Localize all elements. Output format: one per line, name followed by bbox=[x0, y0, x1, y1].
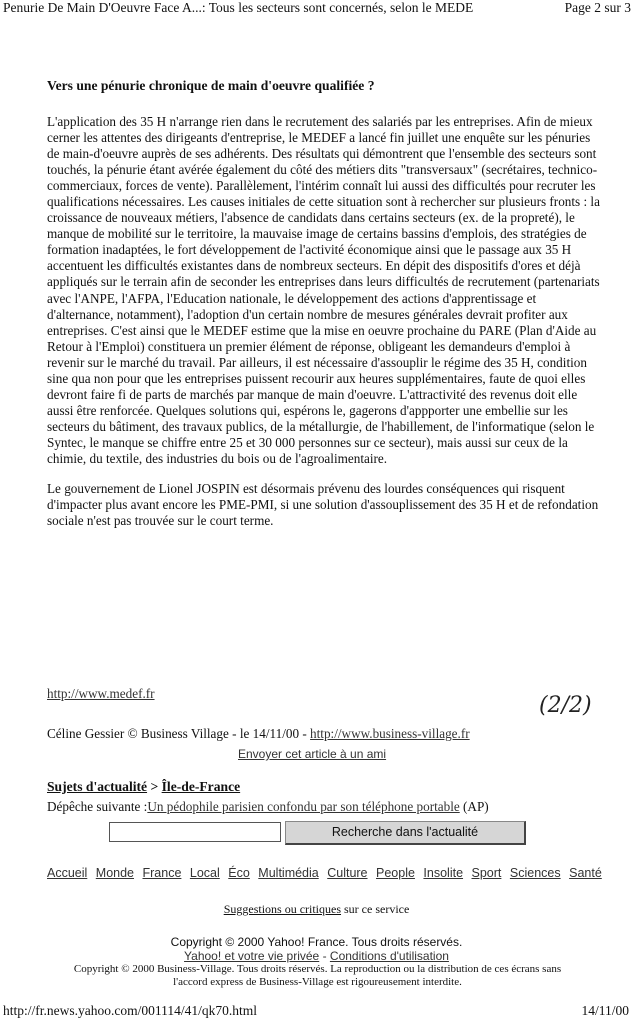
legal-links bbox=[0, 949, 633, 963]
suggestions-link[interactable]: Suggestions ou critiques bbox=[223, 902, 342, 916]
send-to-friend-link[interactable]: Envoyer cet article à un ami bbox=[238, 747, 387, 761]
search-input[interactable] bbox=[109, 822, 281, 842]
nav-link[interactable]: Culture bbox=[327, 866, 368, 880]
nav-link[interactable]: People bbox=[376, 866, 415, 880]
article-body bbox=[47, 114, 602, 529]
section-nav bbox=[47, 866, 607, 880]
nav-link[interactable]: France bbox=[142, 866, 182, 880]
handwritten-page-note: (2/2) bbox=[539, 693, 592, 718]
next-dispatch bbox=[47, 799, 489, 815]
suggestions-line bbox=[0, 902, 633, 917]
legal-separator: - bbox=[319, 949, 330, 963]
nav-link[interactable]: Santé bbox=[569, 866, 602, 880]
conditions-link[interactable]: Conditions d'utilisation bbox=[329, 949, 449, 963]
nav-link[interactable]: Accueil bbox=[47, 866, 88, 880]
nav-link[interactable]: Sciences bbox=[509, 866, 561, 880]
next-dispatch-link[interactable]: Un pédophile parisien confondu par son téléphone portable bbox=[147, 799, 460, 814]
suggestions-suffix: sur ce service bbox=[341, 902, 410, 916]
privacy-link[interactable]: Yahoo! et votre vie privée bbox=[184, 949, 320, 963]
print-header-title: Penurie De Main D'Oeuvre Face A...: Tous les secteurs sont concernés, selon le MEDE bbox=[3, 0, 474, 15]
print-footer-date: 14/11/00 bbox=[581, 1003, 629, 1018]
article-paragraph: Le gouvernement de Lionel JOSPIN est désormais prévenu des lourdes conséquences qui risquent d'impacter plus avant encore les PME-PMI, si une solution d'assouplissement des 35 H et de refondation sociale n'est pas trouvée sur le court terme. bbox=[47, 481, 599, 529]
breadcrumb-region-link[interactable]: Île-de-France bbox=[161, 779, 241, 794]
credit-text: Céline Gessier © Business Village - le 14/11/00 - bbox=[47, 726, 311, 741]
search-news-button[interactable]: Recherche dans l'actualité bbox=[285, 821, 526, 845]
yahoo-copyright: Copyright © 2000 Yahoo! France. Tous droits réservés. bbox=[170, 935, 463, 949]
medef-source-link[interactable]: http://www.medef.fr bbox=[47, 686, 155, 701]
next-dispatch-source: (AP) bbox=[459, 799, 489, 814]
business-village-link[interactable]: http://www.business-village.fr bbox=[310, 726, 470, 741]
print-footer bbox=[0, 1003, 633, 1021]
breadcrumb-category-link[interactable]: Sujets d'actualité bbox=[47, 779, 148, 794]
print-header bbox=[0, 0, 633, 18]
breadcrumb-separator: > bbox=[150, 779, 159, 794]
print-header-page: Page 2 sur 3 bbox=[564, 0, 631, 15]
next-dispatch-label: Dépêche suivante : bbox=[47, 799, 148, 814]
nav-link[interactable]: Sport bbox=[471, 866, 502, 880]
article-heading: Vers une pénurie chronique de main d'oeuvre qualifiée ? bbox=[47, 78, 375, 93]
topic-breadcrumb bbox=[47, 779, 240, 795]
news-search bbox=[109, 821, 525, 844]
business-village-copyright: Copyright © 2000 Business-Village. Tous droits réservés. La reproduction ou la distribution de ces écrans sans l'accord express de Business-Village est rigoureusement interdite. bbox=[73, 963, 562, 988]
nav-link[interactable]: Monde bbox=[95, 866, 135, 880]
nav-link[interactable]: Multimédia bbox=[258, 866, 319, 880]
nav-link[interactable]: Insolite bbox=[423, 866, 464, 880]
article-credit bbox=[47, 726, 470, 742]
article-paragraph: L'application des 35 H n'arrange rien dans le recrutement des salariés par les entreprises. Afin de mieux cerner les attentes des dirigeants d'entreprise, le MEDEF a lancé fin juillet une enquête sur les pénuries de main-d'oeuvre auprès de ses adhérents. Des résultats qui démontrent que l'ensemble des secteurs sont touchés, la pénurie étant avérée également du côté des métiers dits "transversaux" (secrétaires, technico-commerciaux, forces de vente). Parallèlement, l'intérim connaît lui aussi des difficultés pour recruter les qualifications nécessaires. Les causes initiales de cette situation sont à rechercher sur plusieurs fronts : la croissance de nouveaux métiers, l'absence de candidats dans certains secteurs (ex. de la propreté), le manque de mobilité sur le territoire, la mauvaise image de certains bassins d'emplois, des stratégies de formation inadaptées, le fort développement de l'activité économique ainsi que le passage aux 35 H accentuent les difficultés existantes dans de nombreux secteurs. En dépit des dispositifs d'ores et déjà appliqués sur le terrain afin de seconder les entreprises dans leurs difficultés de recrutement (partenariats avec l'ANPE, l'AFPA, l'Education nationale, le développement des actions d'apprentissage et d'alternance, notamment), l'adoption d'un certain nombre de mesures générales devrait profiter aux entreprises. C'est ainsi que le MEDEF estime que la mise en oeuvre prochaine du PARE (Plan d'Aide au Retour à l'Emploi) constituera un premier élément de réponse, obligeant les demandeurs d'emploi à revenir sur le marché du travail. Par ailleurs, il est nécessaire d'assouplir le régime des 35 H, condition sine qua non pour que les entreprises puissent recourir aux heures supplémentaires, faute de quoi elles devront faire fi de parts de marchés par manque de main d'oeuvre. L'attractivité des revenus doit elle aussi être renforcée. Quelques solutions qui, espérons le, gagerons d'appporter une embellie sur les secteurs du bâtiment, des travaux publics, de la métallurgie, de l'habillement, de l'informatique (selon le Syntec, le manque se chiffre entre 25 et 30 000 personnes sur ce secteur), mais aussi sur ceux de la chimie, du textile, des industries du bois ou de l'agroalimentaire. bbox=[47, 114, 600, 466]
nav-link[interactable]: Éco bbox=[228, 866, 250, 880]
nav-link[interactable]: Local bbox=[189, 866, 220, 880]
print-footer-url: http://fr.news.yahoo.com/001114/41/qk70.html bbox=[3, 1003, 257, 1018]
